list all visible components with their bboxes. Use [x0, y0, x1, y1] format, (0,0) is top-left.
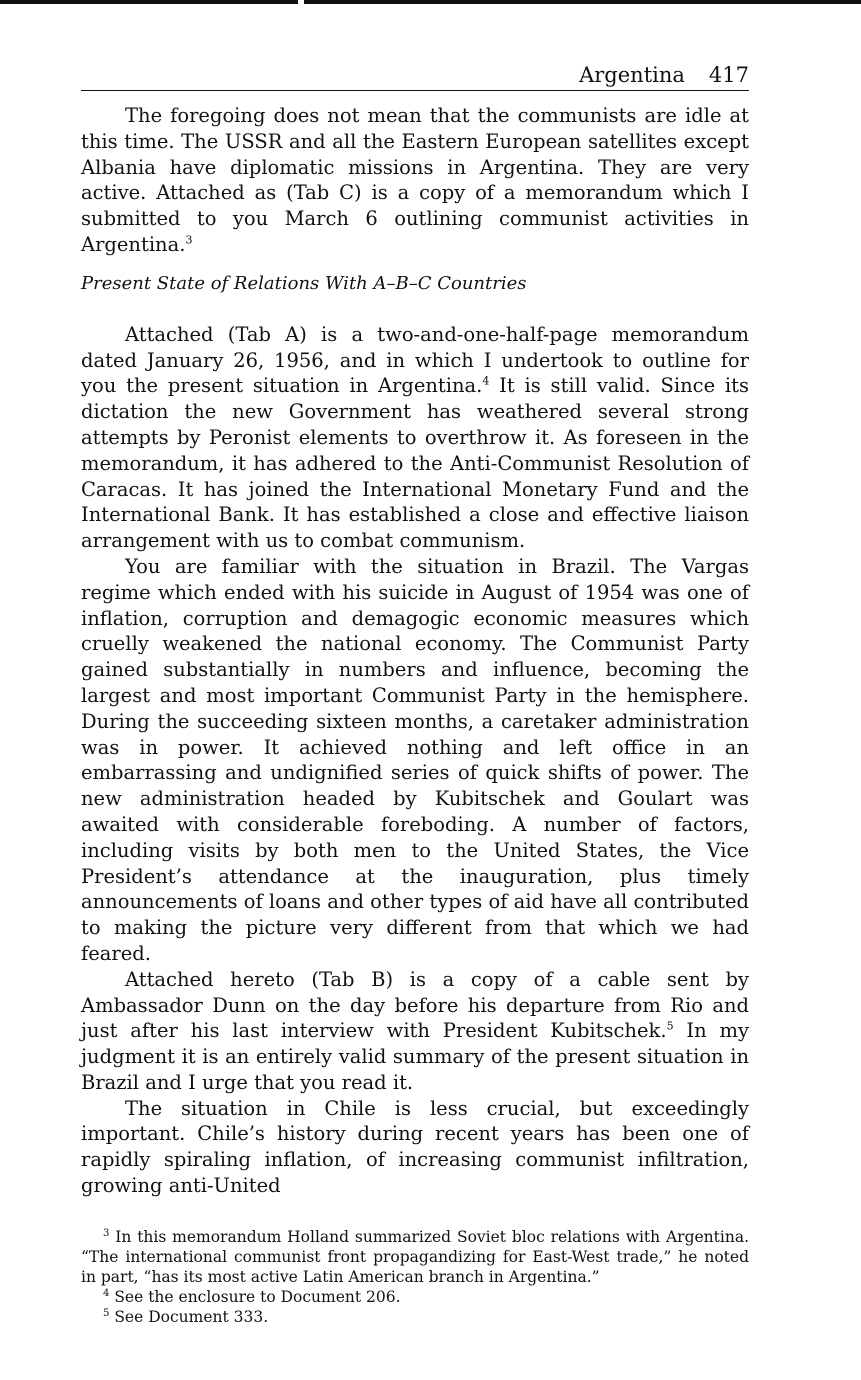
paragraph-text-cont: In my judgment it is an entirely valid summary of the present situation in Brazil and I urge that you read it. [81, 1019, 749, 1094]
paragraph-text: Attached hereto (Tab B) is a copy of a cable sent by Ambassador Dunn on the day before his departure from Rio and just after his last interview with President Kubitschek. [81, 967, 749, 1043]
footnote-text: See Document 333. [114, 1307, 269, 1326]
paragraph-communists-idle [81, 103, 749, 258]
page-number: 417 [708, 63, 749, 87]
page-content [81, 62, 749, 1327]
running-head [81, 62, 749, 91]
footnote-4 [81, 1287, 749, 1307]
top-border-gap [298, 0, 304, 4]
section-heading: Present State of Relations With A–B–C Countries [81, 272, 527, 294]
footnote-mark: 5 [103, 1307, 110, 1319]
footnote-3 [81, 1227, 749, 1287]
paragraph-brazil-situation: You are familiar with the situation in Brazil. The Vargas regime which ended with his suicide in August of 1954 was one of inflation, corruption and demagogic economic measures which cruelly weakened the national economy. The Communist Party gained substantially in numbers and influence, becoming the largest and most important Communist Party in the hemisphere. During the succeeding sixteen months, a caretaker administration was in power. It achieved nothing and left office in an embarrassing and undignified series of quick shifts of power. The new administration headed by Kubitschek and Goulart was awaited with considerable foreboding. A number of factors, including visits by both men to the United States, the Vice President’s attendance at the inauguration, plus timely announcements of loans and other types of aid have all contributed to making the picture very different from that which we had feared. [81, 554, 749, 965]
footnote-mark: 4 [103, 1287, 110, 1299]
paragraph-tab-b-cable [81, 967, 749, 1096]
footnote-ref-5: 5 [666, 1019, 674, 1033]
paragraph-argentina-situation [81, 322, 749, 554]
footnote-text: In this memorandum Holland summarized Soviet bloc relations with Argentina. “The international communist front propagandizing for East-West trade,” he noted in part, “has its most active Latin American branch in Argentina.” [81, 1227, 749, 1286]
footnote-ref-4: 4 [482, 374, 490, 388]
paragraph-chile-situation: The situation in Chile is less crucial, but exceedingly important. Chile’s history during recent years has been one of rapidly spiraling inflation, of increasing communist infiltration, growing anti-United [81, 1096, 749, 1198]
footnote-text: See the enclosure to Document 206. [114, 1287, 401, 1306]
top-border-rule [0, 0, 861, 4]
footnote-5 [81, 1307, 749, 1327]
paragraph-text-cont: It is still valid. Since its dictation the new Government has weathered several strong attempts by Peronist elements to overthrow it. As foreseen in the memorandum, it has adhered to the Anti-Communist Resolution of Caracas. It has joined the International Monetary Fund and the International Bank. It has established a close and effective liaison arrangement with us to combat communism. [81, 374, 749, 553]
paragraph-text: Attached (Tab A) is a two-and-one-half-page memorandum dated January 26, 1956, and in which I undertook to outline for you the present situation in Argentina. [81, 322, 749, 398]
paragraph-text: The foregoing does not mean that the communists are idle at this time. The USSR and all the Eastern European satellites except Albania have diplomatic missions in Argentina. They are very active. Attached as (Tab C) is a copy of a memorandum which I submitted to you March 6 outlining communist activities in Argentina. [81, 104, 749, 256]
footnote-ref-3: 3 [185, 233, 193, 247]
footnote-mark: 3 [103, 1227, 110, 1239]
footnotes [81, 1227, 749, 1327]
running-head-section: Argentina [579, 63, 685, 87]
